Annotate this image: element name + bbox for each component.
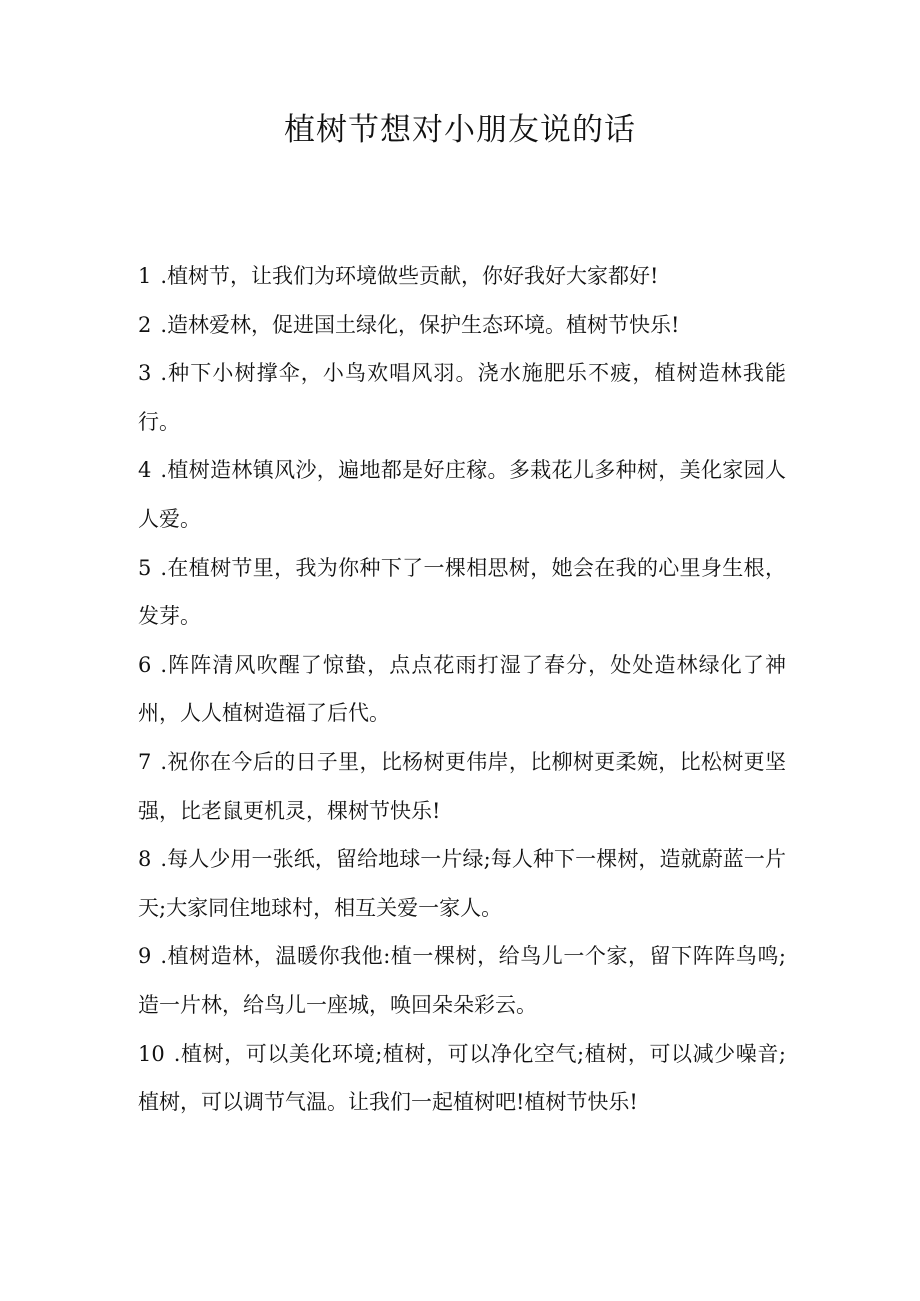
item-text: 植树，可以美化环境;植树，可以净化空气;植树，可以减少噪音;植树，可以调节气温。让我们一起植树吧!植树节快乐! bbox=[138, 1041, 786, 1115]
item-separator: . bbox=[173, 1041, 181, 1066]
item-number: 9 bbox=[138, 944, 152, 969]
wish-list bbox=[138, 252, 786, 1127]
item-text: 植树造林，温暖你我他:植一棵树，给鸟儿一个家，留下阵阵鸟鸣;造一片林，给鸟儿一座城，唤回朵朵彩云。 bbox=[138, 944, 786, 1017]
list-item bbox=[138, 1030, 786, 1127]
item-separator: . bbox=[160, 458, 168, 483]
item-number: 2 bbox=[138, 312, 152, 337]
list-item bbox=[138, 544, 786, 641]
list-item bbox=[138, 301, 786, 350]
item-number: 5 bbox=[138, 555, 152, 580]
list-item bbox=[138, 252, 786, 301]
item-number: 7 bbox=[138, 749, 152, 774]
item-number: 4 bbox=[138, 458, 152, 483]
item-text: 植树造林镇风沙，遍地都是好庄稼。多栽花儿多种树，美化家园人人爱。 bbox=[138, 458, 786, 531]
item-separator: . bbox=[160, 361, 168, 386]
item-text: 在植树节里，我为你种下了一棵相思树，她会在我的心里身生根，发芽。 bbox=[138, 555, 786, 629]
item-number: 6 bbox=[138, 652, 152, 677]
item-number: 8 bbox=[138, 847, 152, 872]
item-number: 3 bbox=[138, 361, 152, 386]
item-number: 10 bbox=[138, 1041, 165, 1066]
item-number: 1 bbox=[138, 264, 152, 288]
list-item bbox=[138, 446, 786, 543]
item-text: 造林爱林，促进国土绿化，保护生态环境。植树节快乐! bbox=[167, 312, 680, 337]
item-text: 阵阵清风吹醒了惊蛰，点点花雨打湿了春分，处处造林绿化了神州，人人植树造福了后代。 bbox=[138, 652, 786, 726]
item-separator: . bbox=[160, 944, 168, 969]
list-item bbox=[138, 641, 786, 738]
item-separator: . bbox=[160, 652, 168, 677]
list-item bbox=[138, 738, 786, 835]
item-separator: . bbox=[160, 312, 168, 337]
list-item bbox=[138, 349, 786, 446]
item-text: 祝你在今后的日子里，比杨树更伟岸，比柳树更柔婉，比松树更坚强，比老鼠更机灵，棵树节快乐! bbox=[138, 749, 786, 823]
document-title: 植树节想对小朋友说的话 bbox=[284, 112, 636, 148]
item-text: 植树节，让我们为环境做些贡献，你好我好大家都好! bbox=[167, 264, 659, 288]
list-item bbox=[138, 932, 786, 1029]
item-text: 种下小树撑伞，小鸟欢唱风羽。浇水施肥乐不疲，植树造林我能行。 bbox=[138, 361, 786, 434]
item-text: 每人少用一张纸，留给地球一片绿;每人种下一棵树，造就蔚蓝一片天;大家同住地球村，相互关爱一家人。 bbox=[138, 847, 786, 920]
item-separator: . bbox=[160, 555, 168, 580]
item-separator: . bbox=[160, 264, 168, 288]
list-item bbox=[138, 835, 786, 932]
item-separator: . bbox=[160, 749, 168, 774]
item-separator: . bbox=[160, 847, 168, 872]
